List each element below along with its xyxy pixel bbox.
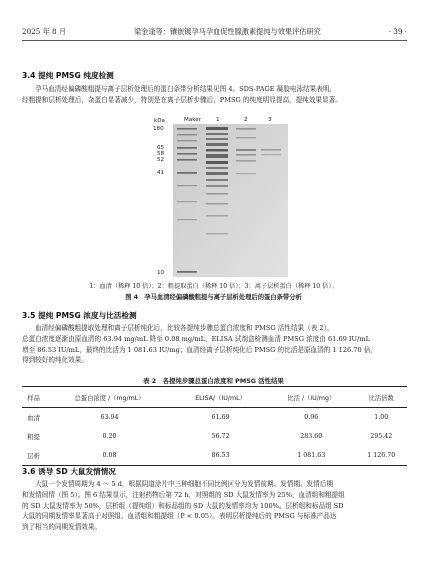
- table-cell: 0.96: [304, 414, 319, 421]
- table-cell: 86.53: [174, 446, 267, 466]
- paragraph-line: 得到较好的纯化效果。: [22, 356, 88, 365]
- table-cell: 61.69: [211, 414, 230, 421]
- table-cell: 295.42: [370, 433, 393, 440]
- marker-58-label: 58: [157, 151, 165, 157]
- paragraph-line: 大鼠一个发情周期为 4 ～ 5 d，根据阴道涂片中三种细胞不同比例区分为发情前期、发情期、发情后期: [35, 480, 333, 488]
- sds-page-gel-figure: [153, 113, 293, 280]
- table-cell: 63.94: [100, 414, 119, 421]
- table-cell: 0.08: [45, 446, 174, 466]
- column-header: ELISA/（IU/mL）: [174, 387, 267, 408]
- header-title: 梁金逢等：镶嵌镀孕马孕血促性腺激素提纯与效果评估研究: [133, 27, 321, 36]
- header-rule: [22, 40, 407, 41]
- table-header-row: [22, 387, 407, 408]
- header-page-number: · 39 ·: [388, 27, 407, 36]
- gel-background: [173, 124, 288, 277]
- column-header: 比活倍数: [355, 387, 407, 408]
- paragraph-line: 大鼠的同期发情率显著高于对照组、血清组和粗提组（P < 0.05）。表明层析提纯后的 PMSG 与标准产品达: [22, 512, 337, 521]
- table-cell: 283.60: [300, 433, 323, 440]
- table-row: [22, 408, 407, 428]
- table-cell: 1 081.63: [267, 446, 355, 466]
- marker-41-label: 41: [157, 170, 165, 176]
- table-2: [22, 386, 407, 466]
- kda-label: kDa: [154, 118, 165, 124]
- table-2-title: 表 2 各提纯步骤总蛋白浓度和 PMSG 活性结果: [143, 377, 284, 385]
- section-3-6-heading: 3.6 诱导 SD 大鼠发情情况: [22, 467, 116, 476]
- paragraph-line: 和发情间情（图 5）。图 6 结果显示，注射药物后第 72 h，对照组的 SD 大鼠发情率为 25%，血清组和粗提组: [22, 490, 345, 499]
- header-date: 2025 年 8 月: [22, 27, 67, 36]
- section-3-6-paragraph: [22, 479, 407, 533]
- figure-4-lane-legend: 1：血清（稀释 10 倍）；2：粗提取蛋白（稀释 10 倍）；3：离子层析蛋白（稀释 10 倍）。: [89, 283, 338, 290]
- table-cell: 1.00: [374, 414, 389, 421]
- marker-65-label: 65: [157, 145, 165, 151]
- marker-10-label: 10: [157, 270, 165, 276]
- table-cell: 0.20: [102, 433, 117, 440]
- section-3-5-heading: 3.5 提纯 PMSG 浓度与比活检测: [22, 311, 137, 320]
- table-cell: 56.72: [211, 433, 230, 440]
- table-cell: 层析: [22, 446, 45, 466]
- section-3-4-heading: 3.4 提纯 PMSG 纯度检测: [22, 71, 114, 80]
- lane-2-label: 2: [244, 117, 248, 123]
- section-3-5-paragraph: [22, 323, 407, 366]
- paragraph-line: 血清经偏磷酸粗提取处理和离子层析纯化后，比较各提纯步骤总蛋白浓度和 PMSG 活性结果（表 2），: [35, 324, 334, 332]
- column-header: 样品: [22, 387, 45, 408]
- paragraph-line: 经粗提和层析处理后，杂蛋白显著减少，特别是在离子层析步骤后，PMSG 的纯度明显提高，提纯效果显著。: [22, 95, 342, 104]
- table-cell: 1 126.70: [355, 446, 407, 466]
- lane-1-label: 1: [216, 117, 220, 123]
- table-row: [22, 427, 407, 446]
- table-cell: 粗提: [27, 434, 40, 441]
- marker-52-label: 52: [157, 157, 165, 163]
- paragraph-line: 增至 86.53 IU/mL，最终的比活为 1 081.63 IU/mg；血清经离子层析纯化后 PMSG 的比活是原血清的 1 126.70 倍，: [22, 345, 378, 354]
- marker-180-label: 180: [153, 126, 164, 132]
- paragraph-line: 的 SD 大鼠发情率为 50%，层析组（提纯组）和标品组的 SD 大鼠的发情率均为 100%。层析组和标品组 SD: [22, 501, 344, 510]
- paragraph-line: 到了相当的同期发情效果。: [22, 523, 102, 532]
- maker-lane-label: Maker: [184, 117, 202, 123]
- lane-3-label: 3: [268, 117, 272, 123]
- paragraph-line: 孕马血清经偏磷酸粗提与离子层析处理后的蛋白条带分析结果见图 4。SDS-PAGE 凝胶电泳结果表明，: [35, 85, 337, 93]
- table-cell: 血清: [27, 415, 40, 422]
- paragraph-line: 总蛋白浓度逐渐由原血清的 63.94 mg/mL 降至 0.08 mg/mL，ELISA 试剂盒检测血清 PMSG 浓度由 61.69 IU/mL: [22, 334, 370, 343]
- running-header: [22, 27, 407, 39]
- column-header: 比活 /（IU/mg）: [267, 387, 355, 408]
- figure-4-caption: 图 4 孕马血清经偏磷酸粗提与离子层析处理后的蛋白条带分析: [125, 294, 302, 301]
- table-row: [22, 446, 407, 466]
- section-3-4-paragraph: [22, 84, 407, 106]
- column-header: 总蛋白浓度 /（mg/mL）: [45, 387, 174, 408]
